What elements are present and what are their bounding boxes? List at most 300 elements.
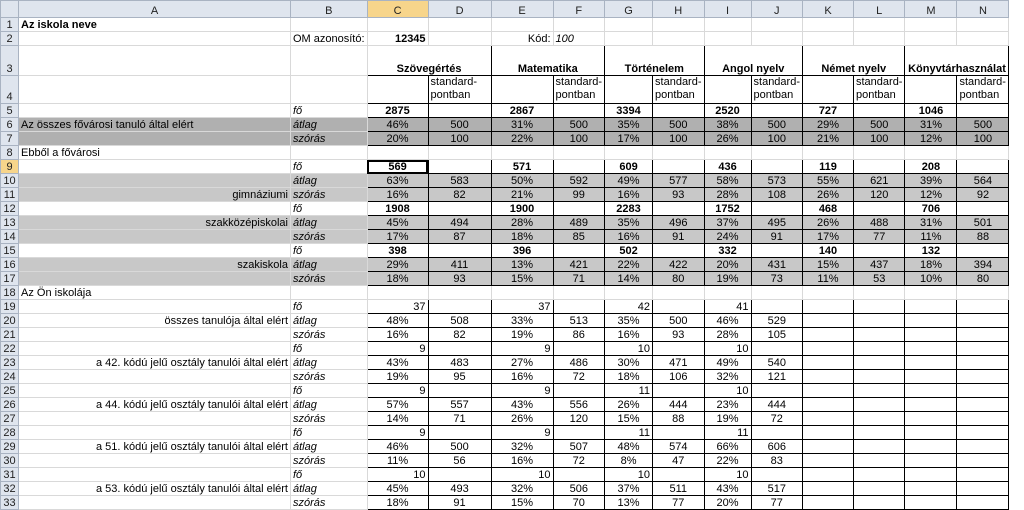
row-header-3[interactable]: 3 bbox=[1, 46, 19, 76]
cell-empty[interactable] bbox=[428, 18, 491, 32]
value-cell[interactable] bbox=[905, 300, 957, 314]
value-cell[interactable] bbox=[803, 356, 854, 370]
value-cell[interactable]: 37 bbox=[367, 300, 428, 314]
cell-a13[interactable]: szakközépiskolai bbox=[19, 216, 291, 230]
column-header-b[interactable]: B bbox=[291, 1, 368, 18]
cell-a9[interactable] bbox=[19, 160, 291, 174]
value-cell[interactable]: 16% bbox=[491, 370, 553, 384]
value-cell[interactable]: 28% bbox=[704, 328, 751, 342]
value-cell[interactable]: 564 bbox=[957, 174, 1009, 188]
cell-empty[interactable] bbox=[653, 286, 704, 300]
cell-empty[interactable] bbox=[905, 18, 957, 32]
value-cell[interactable] bbox=[653, 300, 704, 314]
value-cell[interactable]: 23% bbox=[704, 398, 751, 412]
cell-b13[interactable]: átlag bbox=[291, 216, 368, 230]
cell-empty[interactable] bbox=[854, 286, 905, 300]
cell-b25[interactable]: fő bbox=[291, 384, 368, 398]
value-cell[interactable] bbox=[751, 244, 802, 258]
value-cell[interactable] bbox=[957, 426, 1009, 440]
value-cell[interactable] bbox=[653, 104, 704, 118]
cell-empty[interactable] bbox=[751, 146, 802, 160]
cell-a3[interactable] bbox=[19, 46, 291, 76]
value-cell[interactable]: 11 bbox=[605, 426, 653, 440]
value-cell[interactable]: 20% bbox=[367, 132, 428, 146]
value-cell[interactable] bbox=[803, 412, 854, 426]
value-cell[interactable]: 1900 bbox=[491, 202, 553, 216]
value-cell[interactable]: 500 bbox=[653, 118, 704, 132]
value-cell[interactable]: 32% bbox=[491, 440, 553, 454]
cell-empty[interactable] bbox=[704, 286, 751, 300]
cell-empty[interactable] bbox=[905, 32, 957, 46]
value-cell[interactable]: 621 bbox=[854, 174, 905, 188]
value-cell[interactable]: 49% bbox=[605, 174, 653, 188]
value-cell[interactable]: 80 bbox=[957, 272, 1009, 286]
row-header-8[interactable]: 8 bbox=[1, 146, 19, 160]
value-cell[interactable]: 556 bbox=[553, 398, 604, 412]
value-cell[interactable]: 58% bbox=[704, 174, 751, 188]
value-cell[interactable] bbox=[905, 468, 957, 482]
value-cell[interactable]: 444 bbox=[751, 398, 802, 412]
value-cell[interactable] bbox=[803, 468, 854, 482]
cell-b32[interactable]: átlag bbox=[291, 482, 368, 496]
cell-a24[interactable] bbox=[19, 370, 291, 384]
value-cell[interactable]: 120 bbox=[553, 412, 604, 426]
value-cell[interactable] bbox=[428, 342, 491, 356]
cell-b3[interactable] bbox=[291, 46, 368, 76]
value-cell[interactable] bbox=[751, 384, 802, 398]
value-cell[interactable] bbox=[905, 356, 957, 370]
value-cell[interactable] bbox=[905, 426, 957, 440]
cell-b20[interactable]: átlag bbox=[291, 314, 368, 328]
cell-empty[interactable] bbox=[803, 146, 854, 160]
value-cell[interactable]: 100 bbox=[854, 132, 905, 146]
value-cell[interactable]: 8% bbox=[605, 454, 653, 468]
value-cell[interactable]: 19% bbox=[704, 412, 751, 426]
value-cell[interactable]: 19% bbox=[491, 328, 553, 342]
value-cell[interactable]: 31% bbox=[905, 118, 957, 132]
value-cell[interactable] bbox=[653, 160, 704, 174]
cell-empty[interactable] bbox=[854, 146, 905, 160]
value-cell[interactable]: 57% bbox=[367, 398, 428, 412]
value-cell[interactable]: 2867 bbox=[491, 104, 553, 118]
value-cell[interactable] bbox=[957, 496, 1009, 510]
value-cell[interactable]: 53 bbox=[854, 272, 905, 286]
value-cell[interactable]: 38% bbox=[704, 118, 751, 132]
cell-b21[interactable]: szórás bbox=[291, 328, 368, 342]
value-cell[interactable]: 43% bbox=[704, 482, 751, 496]
value-cell[interactable]: 496 bbox=[653, 216, 704, 230]
value-cell[interactable]: 10 bbox=[704, 468, 751, 482]
value-cell[interactable]: 88 bbox=[653, 412, 704, 426]
value-cell[interactable] bbox=[653, 244, 704, 258]
row-header-15[interactable]: 15 bbox=[1, 244, 19, 258]
row-header-16[interactable]: 16 bbox=[1, 258, 19, 272]
value-cell[interactable] bbox=[751, 160, 802, 174]
value-cell[interactable]: 421 bbox=[553, 258, 604, 272]
value-cell[interactable]: 83 bbox=[751, 454, 802, 468]
value-cell[interactable] bbox=[854, 370, 905, 384]
value-cell[interactable]: 431 bbox=[751, 258, 802, 272]
cell-empty[interactable] bbox=[428, 146, 491, 160]
value-cell[interactable] bbox=[803, 454, 854, 468]
value-cell[interactable] bbox=[957, 300, 1009, 314]
cell-empty[interactable] bbox=[905, 146, 957, 160]
value-cell[interactable]: 577 bbox=[653, 174, 704, 188]
cell-empty[interactable] bbox=[367, 18, 428, 32]
value-cell[interactable]: 27% bbox=[491, 356, 553, 370]
value-cell[interactable]: 14% bbox=[605, 272, 653, 286]
value-cell[interactable] bbox=[553, 468, 604, 482]
value-cell[interactable]: 100 bbox=[553, 132, 604, 146]
cell-a17[interactable] bbox=[19, 272, 291, 286]
value-cell[interactable]: 28% bbox=[704, 188, 751, 202]
value-cell[interactable]: 42 bbox=[605, 300, 653, 314]
cell-a19[interactable] bbox=[19, 300, 291, 314]
value-cell[interactable]: 70 bbox=[553, 496, 604, 510]
value-cell[interactable] bbox=[854, 356, 905, 370]
value-cell[interactable]: 82 bbox=[428, 188, 491, 202]
value-cell[interactable] bbox=[854, 496, 905, 510]
subject-subheader-blank[interactable] bbox=[491, 76, 553, 104]
cell-b14[interactable]: szórás bbox=[291, 230, 368, 244]
value-cell[interactable] bbox=[428, 300, 491, 314]
cell-empty[interactable] bbox=[605, 18, 653, 32]
cell-b6[interactable]: átlag bbox=[291, 118, 368, 132]
value-cell[interactable]: 95 bbox=[428, 370, 491, 384]
cell-b30[interactable]: szórás bbox=[291, 454, 368, 468]
value-cell[interactable]: 41 bbox=[704, 300, 751, 314]
cell-a23[interactable]: a 42. kódú jelű osztály tanulói által elért bbox=[19, 356, 291, 370]
cell-empty[interactable] bbox=[553, 18, 604, 32]
value-cell[interactable]: 18% bbox=[367, 496, 428, 510]
cell-a6[interactable]: Az összes fővárosi tanuló által elért bbox=[19, 118, 291, 132]
value-cell[interactable]: 12% bbox=[905, 188, 957, 202]
cell-empty[interactable] bbox=[854, 32, 905, 46]
cell-a32[interactable]: a 53. kódú jelű osztály tanulói által elért bbox=[19, 482, 291, 496]
value-cell[interactable]: 19% bbox=[367, 370, 428, 384]
cell-a15[interactable] bbox=[19, 244, 291, 258]
cell-b22[interactable]: fő bbox=[291, 342, 368, 356]
cell-empty[interactable] bbox=[491, 286, 553, 300]
value-cell[interactable] bbox=[905, 370, 957, 384]
value-cell[interactable]: 502 bbox=[605, 244, 653, 258]
subject-subheader-blank[interactable] bbox=[367, 76, 428, 104]
value-cell[interactable] bbox=[854, 160, 905, 174]
value-cell[interactable] bbox=[957, 370, 1009, 384]
cell-a10[interactable] bbox=[19, 174, 291, 188]
row-header-4[interactable]: 4 bbox=[1, 76, 19, 104]
value-cell[interactable]: 87 bbox=[428, 230, 491, 244]
value-cell[interactable] bbox=[653, 426, 704, 440]
value-cell[interactable]: 56 bbox=[428, 454, 491, 468]
cell-d2[interactable] bbox=[428, 32, 491, 46]
cell-a26[interactable]: a 44. kódú jelű osztály tanulói által elért bbox=[19, 398, 291, 412]
value-cell[interactable] bbox=[803, 398, 854, 412]
cell-b18[interactable] bbox=[291, 286, 368, 300]
value-cell[interactable]: 569 bbox=[367, 160, 428, 174]
value-cell[interactable] bbox=[751, 104, 802, 118]
column-header-a[interactable]: A bbox=[19, 1, 291, 18]
value-cell[interactable] bbox=[803, 496, 854, 510]
value-cell[interactable] bbox=[905, 328, 957, 342]
value-cell[interactable]: 11 bbox=[704, 426, 751, 440]
value-cell[interactable] bbox=[428, 468, 491, 482]
row-header-25[interactable]: 25 bbox=[1, 384, 19, 398]
value-cell[interactable] bbox=[854, 412, 905, 426]
value-cell[interactable]: 35% bbox=[605, 118, 653, 132]
value-cell[interactable]: 500 bbox=[751, 118, 802, 132]
value-cell[interactable]: 17% bbox=[367, 230, 428, 244]
value-cell[interactable]: 1908 bbox=[367, 202, 428, 216]
value-cell[interactable]: 706 bbox=[905, 202, 957, 216]
cell-a7[interactable] bbox=[19, 132, 291, 146]
cell-a2[interactable] bbox=[19, 32, 291, 46]
value-cell[interactable]: 21% bbox=[803, 132, 854, 146]
subject-subheader-blank[interactable] bbox=[803, 76, 854, 104]
cell-a12[interactable] bbox=[19, 202, 291, 216]
row-header-13[interactable]: 13 bbox=[1, 216, 19, 230]
value-cell[interactable]: 13% bbox=[605, 496, 653, 510]
value-cell[interactable]: 35% bbox=[605, 314, 653, 328]
value-cell[interactable]: 91 bbox=[428, 496, 491, 510]
value-cell[interactable]: 47 bbox=[653, 454, 704, 468]
value-cell[interactable] bbox=[803, 300, 854, 314]
value-cell[interactable]: 11% bbox=[905, 230, 957, 244]
column-header-m[interactable]: M bbox=[905, 1, 957, 18]
subject-header[interactable]: Szövegértés bbox=[367, 46, 491, 76]
row-header-5[interactable]: 5 bbox=[1, 104, 19, 118]
value-cell[interactable]: 91 bbox=[751, 230, 802, 244]
cell-a30[interactable] bbox=[19, 454, 291, 468]
value-cell[interactable]: 120 bbox=[854, 188, 905, 202]
column-header-h[interactable]: H bbox=[653, 1, 704, 18]
value-cell[interactable] bbox=[428, 384, 491, 398]
subject-header[interactable]: Német nyelv bbox=[803, 46, 905, 76]
value-cell[interactable]: 506 bbox=[553, 482, 604, 496]
value-cell[interactable]: 332 bbox=[704, 244, 751, 258]
value-cell[interactable] bbox=[957, 412, 1009, 426]
value-cell[interactable] bbox=[905, 454, 957, 468]
value-cell[interactable]: 511 bbox=[653, 482, 704, 496]
cell-b27[interactable]: szórás bbox=[291, 412, 368, 426]
value-cell[interactable] bbox=[751, 426, 802, 440]
cell-empty[interactable] bbox=[751, 18, 802, 32]
cell-b7[interactable]: szórás bbox=[291, 132, 368, 146]
value-cell[interactable]: 49% bbox=[704, 356, 751, 370]
cell-empty[interactable] bbox=[704, 18, 751, 32]
cell-empty[interactable] bbox=[751, 286, 802, 300]
cell-a4[interactable] bbox=[19, 76, 291, 104]
cell-b19[interactable]: fő bbox=[291, 300, 368, 314]
value-cell[interactable]: 540 bbox=[751, 356, 802, 370]
value-cell[interactable]: 422 bbox=[653, 258, 704, 272]
value-cell[interactable]: 63% bbox=[367, 174, 428, 188]
row-header-19[interactable]: 19 bbox=[1, 300, 19, 314]
row-header-7[interactable]: 7 bbox=[1, 132, 19, 146]
value-cell[interactable] bbox=[854, 202, 905, 216]
cell-empty[interactable] bbox=[957, 146, 1009, 160]
value-cell[interactable]: 471 bbox=[653, 356, 704, 370]
value-cell[interactable]: 26% bbox=[803, 188, 854, 202]
cell-empty[interactable] bbox=[803, 32, 854, 46]
cell-empty[interactable] bbox=[367, 286, 428, 300]
value-cell[interactable]: 37 bbox=[491, 300, 553, 314]
value-cell[interactable]: 3394 bbox=[605, 104, 653, 118]
cell-b33[interactable]: szórás bbox=[291, 496, 368, 510]
value-cell[interactable]: 500 bbox=[653, 314, 704, 328]
value-cell[interactable]: 495 bbox=[751, 216, 802, 230]
value-cell[interactable]: 10 bbox=[704, 342, 751, 356]
value-cell[interactable] bbox=[803, 314, 854, 328]
value-cell[interactable] bbox=[957, 468, 1009, 482]
value-cell[interactable]: 31% bbox=[905, 216, 957, 230]
value-cell[interactable]: 88 bbox=[957, 230, 1009, 244]
value-cell[interactable]: 71 bbox=[553, 272, 604, 286]
cell-a22[interactable] bbox=[19, 342, 291, 356]
value-cell[interactable] bbox=[751, 468, 802, 482]
value-cell[interactable]: 11 bbox=[605, 384, 653, 398]
standard-pontban-label[interactable]: standard-pontban bbox=[553, 76, 604, 104]
value-cell[interactable]: 15% bbox=[491, 496, 553, 510]
cell-empty[interactable] bbox=[854, 18, 905, 32]
cell-a1[interactable]: Az iskola neve bbox=[19, 18, 291, 32]
subject-header[interactable]: Angol nyelv bbox=[704, 46, 802, 76]
row-header-28[interactable]: 28 bbox=[1, 426, 19, 440]
value-cell[interactable]: 48% bbox=[605, 440, 653, 454]
value-cell[interactable]: 10 bbox=[605, 468, 653, 482]
value-cell[interactable] bbox=[957, 202, 1009, 216]
row-header-2[interactable]: 2 bbox=[1, 32, 19, 46]
value-cell[interactable]: 71 bbox=[428, 412, 491, 426]
cell-a11[interactable]: gimnáziumi bbox=[19, 188, 291, 202]
cell-empty[interactable] bbox=[367, 146, 428, 160]
value-cell[interactable] bbox=[653, 342, 704, 356]
value-cell[interactable]: 33% bbox=[491, 314, 553, 328]
standard-pontban-label[interactable]: standard-pontban bbox=[751, 76, 802, 104]
value-cell[interactable] bbox=[854, 342, 905, 356]
value-cell[interactable] bbox=[854, 482, 905, 496]
value-cell[interactable]: 10 bbox=[491, 468, 553, 482]
value-cell[interactable]: 16% bbox=[367, 328, 428, 342]
column-header-d[interactable]: D bbox=[428, 1, 491, 18]
value-cell[interactable]: 513 bbox=[553, 314, 604, 328]
row-header-24[interactable]: 24 bbox=[1, 370, 19, 384]
value-cell[interactable]: 24% bbox=[704, 230, 751, 244]
value-cell[interactable]: 483 bbox=[428, 356, 491, 370]
value-cell[interactable]: 9 bbox=[367, 342, 428, 356]
value-cell[interactable]: 26% bbox=[605, 398, 653, 412]
cell-e2[interactable]: Kód: bbox=[491, 32, 553, 46]
row-header-22[interactable]: 22 bbox=[1, 342, 19, 356]
cell-a28[interactable] bbox=[19, 426, 291, 440]
value-cell[interactable]: 86 bbox=[553, 328, 604, 342]
value-cell[interactable]: 1046 bbox=[905, 104, 957, 118]
cell-b24[interactable]: szórás bbox=[291, 370, 368, 384]
value-cell[interactable]: 37% bbox=[704, 216, 751, 230]
value-cell[interactable]: 2875 bbox=[367, 104, 428, 118]
value-cell[interactable]: 19% bbox=[704, 272, 751, 286]
value-cell[interactable]: 609 bbox=[605, 160, 653, 174]
value-cell[interactable] bbox=[854, 398, 905, 412]
value-cell[interactable]: 468 bbox=[803, 202, 854, 216]
cell-a29[interactable]: a 51. kódú jelű osztály tanulói által elért bbox=[19, 440, 291, 454]
value-cell[interactable]: 9 bbox=[491, 342, 553, 356]
row-header-6[interactable]: 6 bbox=[1, 118, 19, 132]
value-cell[interactable]: 396 bbox=[491, 244, 553, 258]
value-cell[interactable] bbox=[905, 384, 957, 398]
subject-header[interactable]: Történelem bbox=[605, 46, 704, 76]
cell-a25[interactable] bbox=[19, 384, 291, 398]
value-cell[interactable]: 35% bbox=[605, 216, 653, 230]
row-header-14[interactable]: 14 bbox=[1, 230, 19, 244]
value-cell[interactable]: 18% bbox=[491, 230, 553, 244]
cell-b8[interactable] bbox=[291, 146, 368, 160]
value-cell[interactable]: 72 bbox=[751, 412, 802, 426]
value-cell[interactable]: 26% bbox=[491, 412, 553, 426]
value-cell[interactable] bbox=[653, 384, 704, 398]
value-cell[interactable]: 43% bbox=[491, 398, 553, 412]
value-cell[interactable]: 77 bbox=[751, 496, 802, 510]
value-cell[interactable]: 529 bbox=[751, 314, 802, 328]
value-cell[interactable]: 46% bbox=[704, 314, 751, 328]
value-cell[interactable] bbox=[428, 244, 491, 258]
value-cell[interactable] bbox=[428, 202, 491, 216]
cell-empty[interactable] bbox=[653, 146, 704, 160]
value-cell[interactable]: 105 bbox=[751, 328, 802, 342]
row-header-17[interactable]: 17 bbox=[1, 272, 19, 286]
value-cell[interactable] bbox=[553, 426, 604, 440]
value-cell[interactable]: 571 bbox=[491, 160, 553, 174]
cell-a18[interactable]: Az Ön iskolája bbox=[19, 286, 291, 300]
subject-header[interactable]: Matematika bbox=[491, 46, 604, 76]
row-header-21[interactable]: 21 bbox=[1, 328, 19, 342]
value-cell[interactable] bbox=[905, 412, 957, 426]
standard-pontban-label[interactable]: standard-pontban bbox=[957, 76, 1009, 104]
value-cell[interactable] bbox=[905, 496, 957, 510]
select-all-corner[interactable] bbox=[1, 1, 19, 18]
column-header-f[interactable]: F bbox=[553, 1, 604, 18]
value-cell[interactable]: 100 bbox=[751, 132, 802, 146]
value-cell[interactable]: 16% bbox=[605, 230, 653, 244]
value-cell[interactable]: 9 bbox=[491, 426, 553, 440]
value-cell[interactable]: 80 bbox=[653, 272, 704, 286]
cell-f2[interactable]: 100 bbox=[553, 32, 604, 46]
column-header-e[interactable]: E bbox=[491, 1, 553, 18]
cell-b2[interactable]: OM azonosító: bbox=[291, 32, 368, 46]
cell-empty[interactable] bbox=[905, 286, 957, 300]
cell-empty[interactable] bbox=[605, 146, 653, 160]
cell-a8[interactable]: Ebből a fővárosi bbox=[19, 146, 291, 160]
cell-a27[interactable] bbox=[19, 412, 291, 426]
value-cell[interactable] bbox=[803, 342, 854, 356]
value-cell[interactable]: 16% bbox=[491, 454, 553, 468]
value-cell[interactable] bbox=[751, 202, 802, 216]
value-cell[interactable] bbox=[803, 440, 854, 454]
row-header-27[interactable]: 27 bbox=[1, 412, 19, 426]
subject-subheader-blank[interactable] bbox=[905, 76, 957, 104]
value-cell[interactable]: 43% bbox=[367, 356, 428, 370]
cell-empty[interactable] bbox=[957, 32, 1009, 46]
column-header-j[interactable]: J bbox=[751, 1, 802, 18]
value-cell[interactable]: 15% bbox=[491, 272, 553, 286]
value-cell[interactable]: 26% bbox=[803, 216, 854, 230]
value-cell[interactable]: 72 bbox=[553, 454, 604, 468]
value-cell[interactable]: 394 bbox=[957, 258, 1009, 272]
cell-empty[interactable] bbox=[491, 18, 553, 32]
cell-b23[interactable]: átlag bbox=[291, 356, 368, 370]
cell-b31[interactable]: fő bbox=[291, 468, 368, 482]
value-cell[interactable]: 48% bbox=[367, 314, 428, 328]
